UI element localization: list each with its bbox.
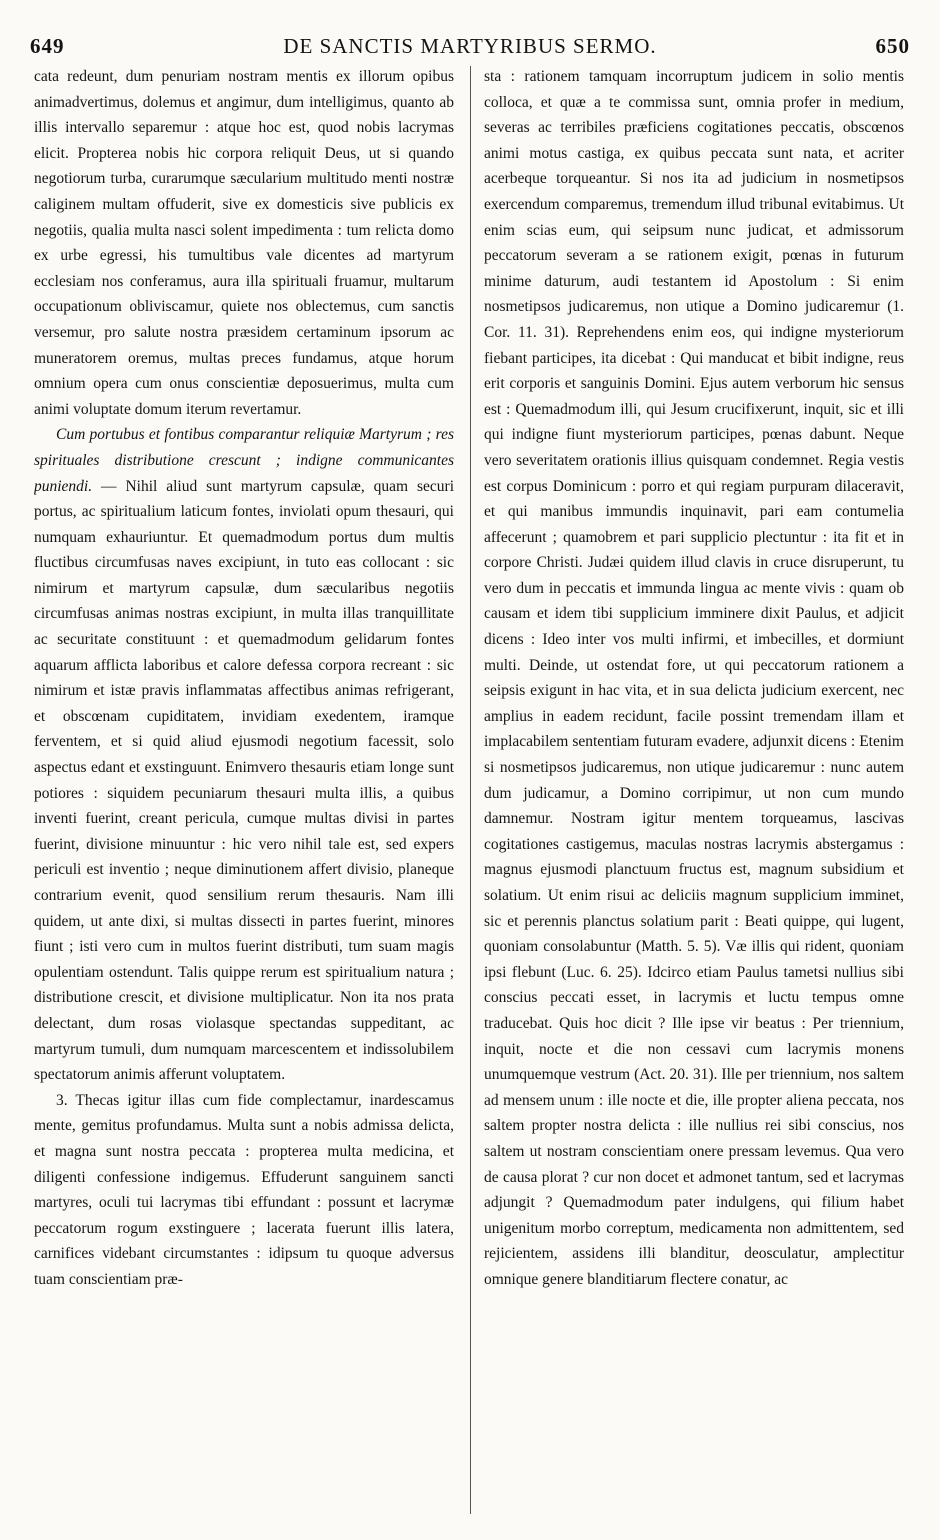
- paragraph-text: — Nihil aliud sunt martyrum capsulæ, quam securi portus, ac spiritualium laticum fontes, inviolati opum thesauri, qui numquam exhauriuntur. Et quemadmodum portus dum multis fluctibus circumfusas naves excipiunt, in tuto eas collocant : sic nimirum et martyrum capsulæ, dum sæcularibus negotiis circumfusas animas nostras excipiunt, in multa illas tranquillitate ac securitate constituunt : et quemadmodum gelidarum fontes aquarum afflicta laboribus et calore defessa corpora recreant : sic nimirum et istæ pravis inflammatas affectibus animas refrigerant, et obscœnam cupiditatem, invidiam exedentem, iramque ferventem, et si quid aliud ejusmodi negotium facessit, solo aspectus edant et exstinguunt. Enimvero thesauris etiam longe sunt potiores : siquidem pecuniarum thesauri multa illis, a quibus inventi fuerint, creant pericula, cumque multas divisi in partes fuerint, divisione minuuntur : hic vero nihil tale est, sed expers periculi est inventio ; neque diminutionem affert divisio, planeque contrarium evenit, quod sensilium rerum thesauris. Nam illi quidem, ut ante dixi, si multas dissecti in partes fuerint, minores fiunt ; isti vero cum in multos fuerint distributi, tum suam magis opulentiam ostendunt. Talis quippe rerum est spiritualium natura ; distributione crescit, et divisione multiplicatur. Non ita nos prata delectant, dum rosas violasque spectandas suppeditant, ac martyrum tumuli, dum numquam marcescentem et indissolubilem spectatorum animis afferunt voluptatem.: [34, 477, 454, 1084]
- paragraph: cata redeunt, dum penuriam nostram mentis ex illorum opibus animadvertimus, dolemus et angimur, dum intelligimus, quanto ab illis intervallo separemur : atque hoc est, quod nobis lacrymas elicit. Propterea nobis hic corpora reliquit Deus, ut si quando negotiorum turba, curarumque sæcularium multitudo menti nostræ caliginem multam offuderit, sive ex domesticis sive publicis ex negotiis, qualia multa nasci solent impedimenta : tum relicta domo ex urbe egressi, his tumultibus vale dicentes ad martyrum ecclesiam nos conferamus, aura illa spirituali fruamur, multarum occupationum obliviscamur, quiete nos oblectemus, cum sanctis versemur, pro salute nostra præsidem certaminum ipsorum ac muneratorem oremus, multas preces fundamus, atque horum omnium opera cum onus conscientiæ deposuerimus, multa cum animi voluptate domum iterum revertamur.: [34, 68, 454, 418]
- running-header: [30, 34, 910, 64]
- running-title: DE SANCTIS MARTYRIBUS SERMO.: [283, 34, 657, 58]
- column-divider: [470, 66, 471, 1514]
- paragraph: [34, 422, 454, 1087]
- paragraph: 3. Thecas igitur illas cum fide complectamur, inardescamus mente, gemitus profundamus. Multa sunt a nobis admissa delicta, et magna sunt nostra peccata : propterea multa medicina, et diligenti confessione indigemus. Effuderunt sanguinem sancti martyres, oculi tui lacrymas tibi effundant : possunt et lacrymæ peccatorum rogum exstinguere ; lacerata fuerunt illis latera, carnifices videbant circumstantes : idipsum tu quoque adversus tuam conscientiam præ-: [34, 1091, 454, 1288]
- right-column: [484, 64, 904, 1510]
- page-number-right: 650: [875, 34, 910, 58]
- paragraph: sta : rationem tamquam incorruptum judicem in solio mentis colloca, et quæ a te commissa sunt, omnia profer in medium, severas ac terribiles præficiens cogitationes peccatis, obscœnos animi motus castiga, ex quibus peccata sunt nata, et acriter acerbeque torqueantur. Si nos ita ad judicium in nosmetipsos exercendum comparemus, tremendum illud tribunal evitabimus. Ut enim scias eum, qui seipsum nunc judicat, et admissorum peccatorum severam a se rationem exigit, pœnas in futurum minime daturum, audi testantem id Apostolum : Si enim nosmetipsos judicaremus, non utique a Domino judicaremur (1. Cor. 11. 31). Reprehendens enim eos, qui indigne mysteriorum fiebant participes, ita dicebat : Qui manducat et bibit indigne, reus erit corporis et sanguinis Domini. Ejus autem verborum hic sensus est : Quemadmodum illi, qui Jesum crucifixerunt, inquit, sic et illi qui indigne fiunt mysteriorum participes, pœnas dabunt. Neque vero severitatem orationis illius quisquam condemnet. Regia vestis est corpus Dominicum : porro et qui regiam purpuram dilaceravit, et qui manibus immundis inquinavit, pari eam contumelia affecerunt ; quamobrem et pari supplicio plectuntur : ita fit et in corpore Christi. Judæi quidem illud clavis in cruce disruperunt, tu vero dum in peccatis et immunda lingua ac mente vivis : quam ob causam et idem tibi supplicium imminere dixit Paulus, et adjicit dicens : Ideo inter vos multi infirmi, et imbecilles, et dormiunt multi. Deinde, ut ostendat fore, ut qui peccatorum rationem a seipsis exigunt in hac vita, et in sua delicta judicium exercent, nec amplius in eadem recidunt, facile possint tremendam illam et implacabilem sententiam futuram evadere, adjunxit dicens : Etenim si nosmetipsos judicaremus, non utique judicaremur : nunc autem dum judicamur, a Domino corripimur, ut non cum mundo damnemur. Nostram igitur mentem torqueamus, lascivas cogitationes castigemus, maculas nostras lacrymis abstergamus : magnus ejusmodi planctuum fructus est, magnum subsidium et solatium. Ut enim risui ac deliciis magnum supplicium imminet, sic et perennis planctus solatium parit : Beati quippe, qui lugent, quoniam consolabuntur (Matth. 5. 5). Væ illis qui rident, quoniam ipsi flebunt (Luc. 6. 25). Idcirco etiam Paulus tametsi nullius sibi conscius peccati esset, in lacrymis et luctu tempus omne traducebat. Quis hoc dicit ? Ille ipse vir beatus : Per triennium, inquit, nocte et die non cessavi cum lacrymis monens unumquemque vestrum (Act. 20. 31). Ille per triennium, nos saltem ad mensem unum : ille nocte et die, ille propter aliena peccata, nos saltem propter nostra delicta : ille nullius rei sibi conscius, nos saltem ut nostram conscientiam onere pressam levemus. Qua vero de causa plorat ? cur non docet et admonet tantum, sed et lacrymas adjungit ? Quemadmodum pater indulgens, qui filium habet unigenitum morbo correptum, medicamenta non admittentem, sed rejicientem, assidens illi blanditur, deosculatur, amplectitur omnique genere blanditiarum flectere conatur, ac: [484, 68, 904, 1288]
- page-number-left: 649: [30, 34, 65, 58]
- left-column: [34, 64, 454, 1510]
- section-summary: Cum portubus et fontibus comparantur reliquiæ Martyrum ; res spirituales distributione crescunt ; indigne communicantes puniendi.: [34, 426, 454, 495]
